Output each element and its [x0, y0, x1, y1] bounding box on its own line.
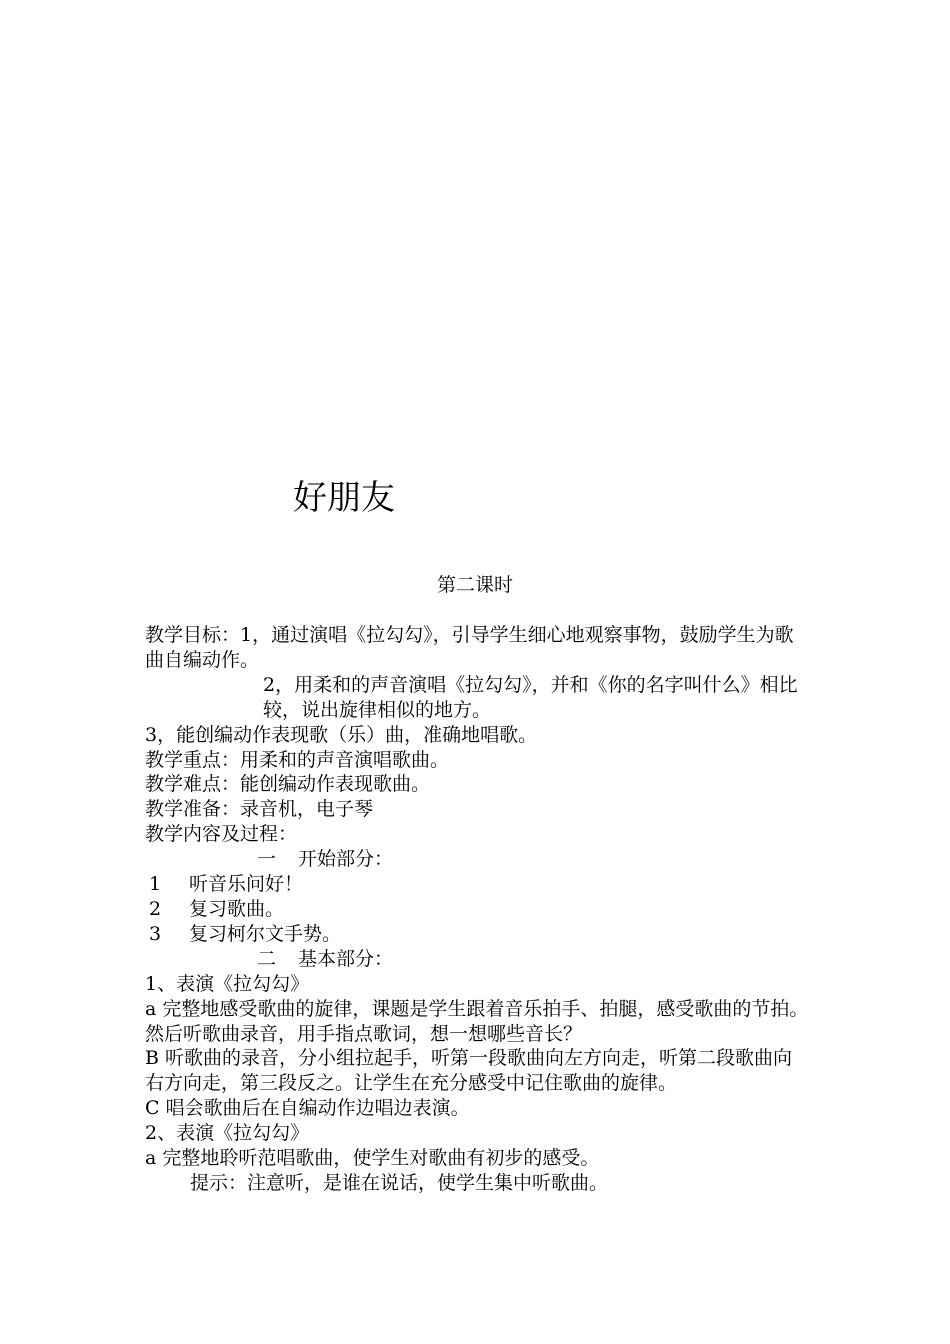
goal-line-2: 2，用柔和的声音演唱《拉勾勾》，并和《你的名字叫什么》相比较，说出旋律相似的地方。	[263, 673, 798, 721]
section-2-heading	[145, 947, 810, 972]
list-item-text: 复习柯尔文手势。	[189, 922, 342, 945]
part-2-item-a: a 完整地聆听范唱歌曲，使学生对歌曲有初步的感受。	[145, 1147, 600, 1170]
part-1-item-b: B 听歌曲的录音，分小组拉起手，听第一段歌曲向左方向走，听第二段歌曲向右方向走，第三段反之。让学生在充分感受中记住歌曲的旋律。	[145, 1047, 793, 1095]
part-1-item-c: C 唱会歌曲后在自编动作边唱边表演。	[145, 1097, 470, 1120]
list-item-text: 复习歌曲。	[189, 897, 285, 920]
list-item	[145, 872, 810, 897]
difficult-point: 教学难点：能创编动作表现歌曲。	[145, 773, 431, 796]
key-point: 教学重点：用柔和的声音演唱歌曲。	[145, 748, 450, 771]
list-item-number: 1	[149, 873, 162, 896]
section-2-number: 二	[257, 947, 277, 970]
section-1-label: 开始部分：	[298, 848, 394, 871]
list-item	[145, 897, 810, 922]
list-item-number: 3	[149, 922, 162, 945]
document-title: 好朋友	[293, 478, 395, 518]
part-1-item-a: a 完整地感受歌曲的旋律，课题是学生跟着音乐拍手、拍腿，感受歌曲的节拍。然后听歌曲录音，用手指点歌词，想一想哪些音长？	[145, 997, 809, 1045]
section-1-number: 一	[257, 848, 277, 871]
part-2-tip: 提示：注意听，是谁在说话，使学生集中听歌曲。	[190, 1171, 609, 1194]
list-item-number: 2	[149, 897, 162, 920]
list-item-text: 听音乐问好！	[189, 873, 304, 896]
part-2-heading: 2、表演《拉勾勾》	[145, 1122, 310, 1145]
process-heading: 教学内容及过程：	[145, 823, 298, 846]
lesson-plan-body	[145, 623, 810, 1196]
lesson-subtitle: 第二课时	[436, 574, 513, 596]
list-item	[145, 922, 810, 947]
section-1-heading	[145, 847, 810, 872]
part-1-heading: 1、表演《拉勾勾》	[145, 972, 310, 995]
teaching-preparation: 教学准备：录音机，电子琴	[145, 798, 374, 821]
goal-line-3: 3，能创编动作表现歌（乐）曲，准确地唱歌。	[145, 723, 538, 746]
section-2-label: 基本部分：	[298, 947, 394, 970]
goal-line-1: 教学目标：1，通过演唱《拉勾勾》，引导学生细心地观察事物，鼓励学生为歌曲自编动作。	[145, 624, 794, 671]
